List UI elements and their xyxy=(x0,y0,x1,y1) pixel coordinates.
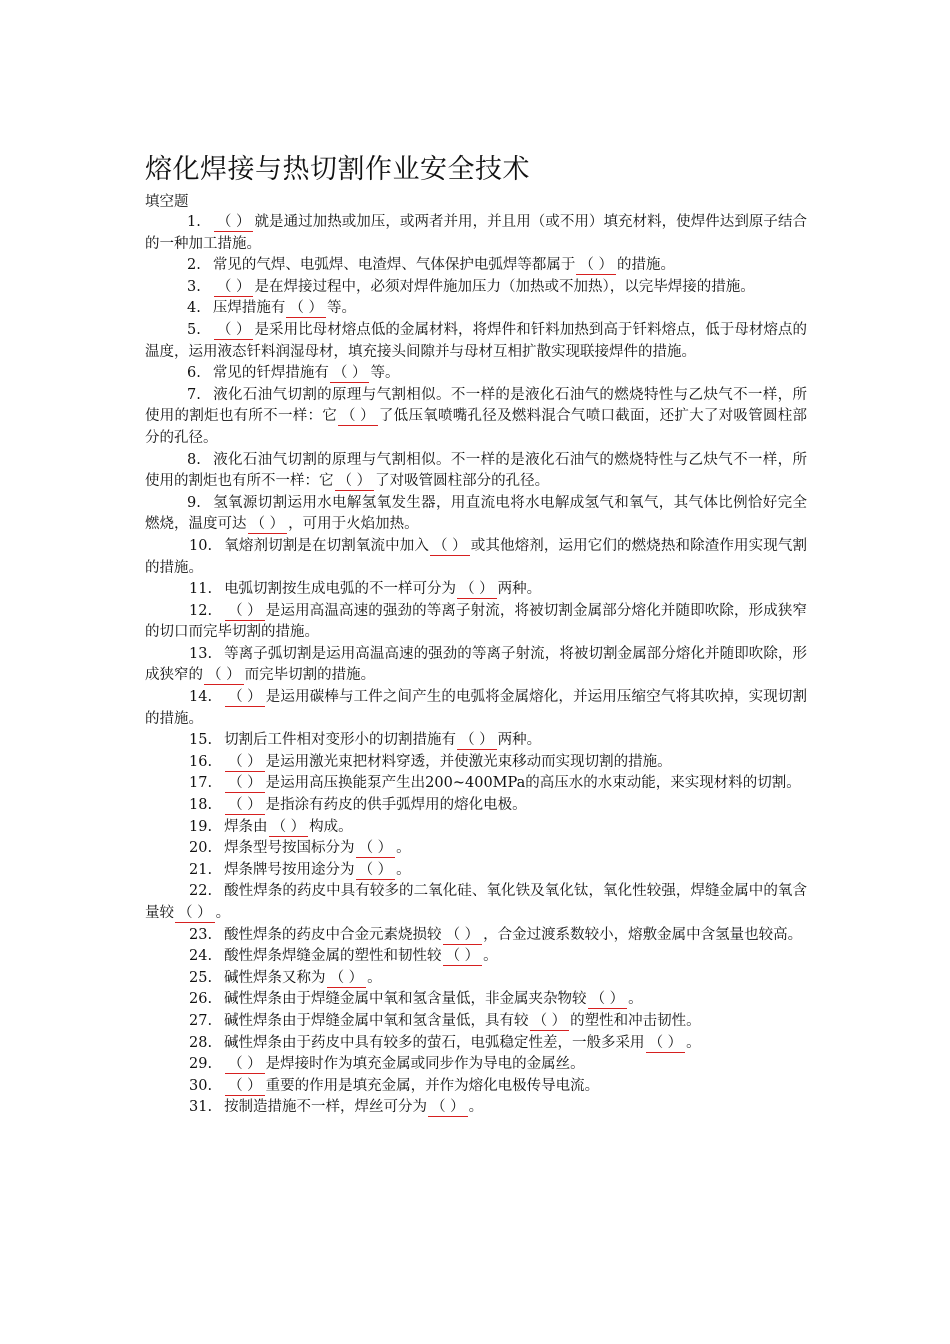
question-text-after: 构成。 xyxy=(309,818,353,835)
question-number: 6. xyxy=(187,365,201,382)
question-item xyxy=(145,277,807,299)
question-item xyxy=(145,881,807,924)
question-item xyxy=(145,255,807,277)
question-text-before: 碱性焊条由于药皮中具有较多的萤石，电弧稳定性差，一般多采用 xyxy=(224,1034,645,1051)
question-item xyxy=(145,817,807,839)
question-text-before: 焊条由 xyxy=(224,818,268,835)
question-text-after: ，可用于火焰加热。 xyxy=(288,516,419,533)
question-number: 16. xyxy=(189,753,213,770)
question-item xyxy=(145,1011,807,1033)
answer-blank[interactable]: （ ） xyxy=(576,257,616,275)
question-item xyxy=(145,989,807,1011)
question-text-after: 了对吸管圆柱部分的孔径。 xyxy=(375,473,550,490)
question-list xyxy=(145,212,807,1119)
question-number: 13. xyxy=(189,645,213,662)
answer-blank[interactable]: （ ） xyxy=(588,991,628,1009)
answer-blank[interactable]: （ ） xyxy=(214,214,254,232)
question-text-after: 两种。 xyxy=(497,581,542,598)
question-text-after: 等。 xyxy=(370,365,400,382)
answer-blank[interactable]: （ ） xyxy=(225,754,265,772)
question-item xyxy=(145,687,807,730)
question-text-before: 氧熔剂切割是在切割氧流中加入 xyxy=(224,537,429,554)
question-text-after: 。 xyxy=(396,861,411,878)
question-item xyxy=(145,773,807,795)
question-text-after: 是运用碳棒与工件之间产生的电弧将金属熔化，并运用压缩空气将其吹掉，实现切割的措施。 xyxy=(145,689,807,727)
question-text-after: 是在焊接过程中，必须对焊件施加压力（加热或不加热），以完毕焊接的措施。 xyxy=(254,278,755,295)
answer-blank[interactable]: （ ） xyxy=(269,819,309,837)
question-number: 20. xyxy=(189,840,213,857)
question-number: 24. xyxy=(189,948,213,965)
question-number: 8. xyxy=(187,451,201,468)
question-item xyxy=(145,298,807,320)
question-text-before: 酸性焊条的药皮中具有较多的二氧化硅、氧化铁及氧化钛，氧化性较强，焊缝金属中的氧含量较 xyxy=(145,883,807,921)
question-item xyxy=(145,601,807,644)
question-text-before: 液化石油气切割的原理与气割相似。不一样的是液化石油气的燃烧特性与乙炔气不一样，所使用的割炬也有所不一样：它 xyxy=(145,451,807,490)
question-text-after: 就是通过加热或加压，或两者并用，并且用（或不用）填充材料，使焊件达到原子结合的一种加工措施。 xyxy=(145,214,807,252)
question-item xyxy=(145,752,807,774)
answer-blank[interactable]: （ ） xyxy=(225,1056,265,1074)
question-number: 15. xyxy=(189,732,213,749)
answer-blank[interactable]: （ ） xyxy=(338,408,378,426)
question-item xyxy=(145,1033,807,1055)
answer-blank[interactable]: （ ） xyxy=(356,862,396,880)
answer-blank[interactable]: （ ） xyxy=(286,300,326,318)
question-item xyxy=(145,385,807,450)
question-text-after: 是运用高压换能泵产生出200~400MPa的高压水的水束动能，来实现材料的切割。 xyxy=(265,775,801,792)
question-text-before: 氢氧源切割运用水电解氢氧发生器，用直流电将水电解成氢气和氧气，其气体比例恰好完全燃烧，温度可达 xyxy=(145,494,807,533)
question-text-after: 。 xyxy=(483,948,498,965)
question-text-before: 焊条型号按国标分为 xyxy=(224,840,355,857)
question-number: 27. xyxy=(189,1012,213,1029)
question-text-before: 液化石油气切割的原理与气割相似。不一样的是液化石油气的燃烧特性与乙炔气不一样，所使用的割炬也有所不一样：它 xyxy=(145,386,807,425)
answer-blank[interactable]: （ ） xyxy=(248,516,288,534)
question-item xyxy=(145,536,807,579)
question-text-before: 碱性焊条由于焊缝金属中氧和氢含量低，具有较 xyxy=(224,1012,529,1029)
question-item xyxy=(145,212,807,255)
question-item xyxy=(145,730,807,752)
question-number: 17. xyxy=(189,775,213,792)
question-number: 22. xyxy=(189,883,213,900)
question-number: 1. xyxy=(187,214,201,230)
question-text-before: 切割后工件相对变形小的切割措施有 xyxy=(224,732,457,749)
question-text-before: 酸性焊条焊缝金属的塑性和韧性较 xyxy=(224,948,442,965)
question-text-after: 而完毕切割的措施。 xyxy=(244,667,376,684)
question-number: 19. xyxy=(189,818,213,835)
question-text-before: 碱性焊条又称为 xyxy=(224,969,326,986)
question-item xyxy=(145,925,807,947)
question-item xyxy=(145,946,807,968)
answer-blank[interactable]: （ ） xyxy=(457,581,497,599)
question-text-after: 是运用高温高速的强劲的等离子射流，将被切割金属部分熔化并随即吹除，形成狭窄的切口而完毕切割的措施。 xyxy=(145,602,807,641)
question-number: 14. xyxy=(189,689,213,706)
question-text-after: 的塑性和冲击韧性。 xyxy=(570,1012,701,1029)
question-text-after: 是运用激光束把材料穿透，并使激光束移动而实现切割的措施。 xyxy=(265,753,672,770)
answer-blank[interactable]: （ ） xyxy=(335,473,375,491)
question-number: 2. xyxy=(187,257,201,274)
answer-blank[interactable]: （ ） xyxy=(214,279,254,297)
question-number: 18. xyxy=(189,797,213,814)
question-number: 9. xyxy=(187,494,201,511)
question-text-after: 是采用比母材熔点低的金属材料，将焊件和钎料加热到高于钎料熔点，低于母材熔点的温度，运用液态钎料润湿母材，填充接头间隙并与母材互相扩散实现联接焊件的措施。 xyxy=(145,321,807,360)
answer-blank[interactable]: （ ） xyxy=(225,775,265,793)
question-item xyxy=(145,1054,807,1076)
answer-blank[interactable]: （ ） xyxy=(225,797,265,815)
question-text-before: 焊条牌号按用途分为 xyxy=(224,861,355,878)
question-item xyxy=(145,450,807,493)
question-item xyxy=(145,1097,807,1119)
question-text-after: 的措施。 xyxy=(616,257,675,274)
answer-blank[interactable]: （ ） xyxy=(225,603,265,621)
question-item xyxy=(145,795,807,817)
question-text-after: 。 xyxy=(468,1099,484,1116)
question-number: 3. xyxy=(187,278,201,295)
question-text-after: 。 xyxy=(686,1034,701,1051)
question-text-before: 压焊措施有 xyxy=(212,300,286,317)
answer-blank[interactable]: （ ） xyxy=(330,365,370,383)
answer-blank[interactable]: （ ） xyxy=(327,970,367,988)
question-number: 26. xyxy=(189,991,213,1008)
question-item xyxy=(145,860,807,882)
question-item xyxy=(145,838,807,860)
answer-blank[interactable]: （ ） xyxy=(443,948,483,966)
question-text-after: 。 xyxy=(367,969,382,986)
question-item xyxy=(145,320,807,363)
answer-blank[interactable]: （ ） xyxy=(225,1078,265,1096)
question-text-before: 等离子弧切割是运用高温高速的强劲的等离子射流，将被切割金属部分熔化并随即吹除，形成狭窄的 xyxy=(145,645,807,684)
question-number: 12. xyxy=(189,602,213,619)
question-text-after: 。 xyxy=(628,991,643,1008)
answer-blank[interactable]: （ ） xyxy=(214,322,254,340)
question-item xyxy=(145,579,807,601)
question-item xyxy=(145,1076,807,1098)
question-number: 4. xyxy=(187,300,201,317)
answer-blank[interactable]: （ ） xyxy=(428,1099,468,1117)
question-number: 31. xyxy=(189,1099,213,1116)
answer-blank[interactable]: （ ） xyxy=(646,1035,686,1053)
question-number: 30. xyxy=(189,1077,213,1094)
question-text-after: 是指涂有药皮的供手弧焊用的熔化电极。 xyxy=(265,797,527,814)
question-text-after: 了低压氧喷嘴孔径及燃料混合气喷口截面，还扩大了对吸管圆柱部分的孔径。 xyxy=(145,408,807,446)
question-item xyxy=(145,363,807,385)
question-text-after: 重要的作用是填充金属，并作为熔化电极传导电流。 xyxy=(265,1077,600,1094)
question-number: 11. xyxy=(189,581,213,598)
question-text-after: ，合金过渡系数较小，熔敷金属中含氢量也较高。 xyxy=(483,926,803,943)
question-text-before: 常见的气焊、电弧焊、电渣焊、气体保护电弧焊等都属于 xyxy=(212,257,576,274)
answer-blank[interactable]: （ ） xyxy=(530,1013,570,1031)
answer-blank[interactable]: （ ） xyxy=(457,732,497,750)
answer-blank[interactable]: （ ） xyxy=(225,689,265,707)
section-heading: 填空题 xyxy=(145,194,189,210)
question-text-before: 按制造措施不一样，焊丝可分为 xyxy=(224,1099,428,1116)
question-text-after: 两种。 xyxy=(497,732,542,749)
answer-blank[interactable]: （ ） xyxy=(356,840,396,858)
question-text-before: 碱性焊条由于焊缝金属中氧和氢含量低，非金属夹杂物较 xyxy=(224,991,587,1008)
question-text-before: 酸性焊条的药皮中合金元素烧损较 xyxy=(224,926,442,943)
question-text-after: 等。 xyxy=(326,300,356,317)
question-number: 23. xyxy=(189,926,213,943)
question-text-before: 常见的钎焊措施有 xyxy=(212,365,329,382)
question-number: 5. xyxy=(187,321,201,338)
question-text-after: 。 xyxy=(215,905,231,921)
answer-blank[interactable]: （ ） xyxy=(175,905,215,923)
question-number: 29. xyxy=(189,1056,213,1073)
question-number: 21. xyxy=(189,861,213,878)
question-text-before: 电弧切割按生成电弧的不一样可分为 xyxy=(224,581,457,598)
question-text-after: 是焊接时作为填充金属或同步作为导电的金属丝。 xyxy=(265,1056,585,1073)
answer-blank[interactable]: （ ） xyxy=(430,538,470,556)
answer-blank[interactable]: （ ） xyxy=(443,927,483,945)
question-number: 7. xyxy=(187,386,201,403)
question-text-after: 或其他熔剂，运用它们的燃烧热和除渣作用实现气割的措施。 xyxy=(145,537,807,576)
question-number: 28. xyxy=(189,1034,213,1051)
answer-blank[interactable]: （ ） xyxy=(204,667,244,685)
question-item xyxy=(145,644,807,687)
question-item xyxy=(145,493,807,536)
page-title: 熔化焊接与热切割作业安全技术 xyxy=(145,154,530,185)
question-item xyxy=(145,968,807,990)
question-number: 25. xyxy=(189,969,213,986)
question-number: 10. xyxy=(189,537,213,554)
question-text-after: 。 xyxy=(396,840,411,857)
